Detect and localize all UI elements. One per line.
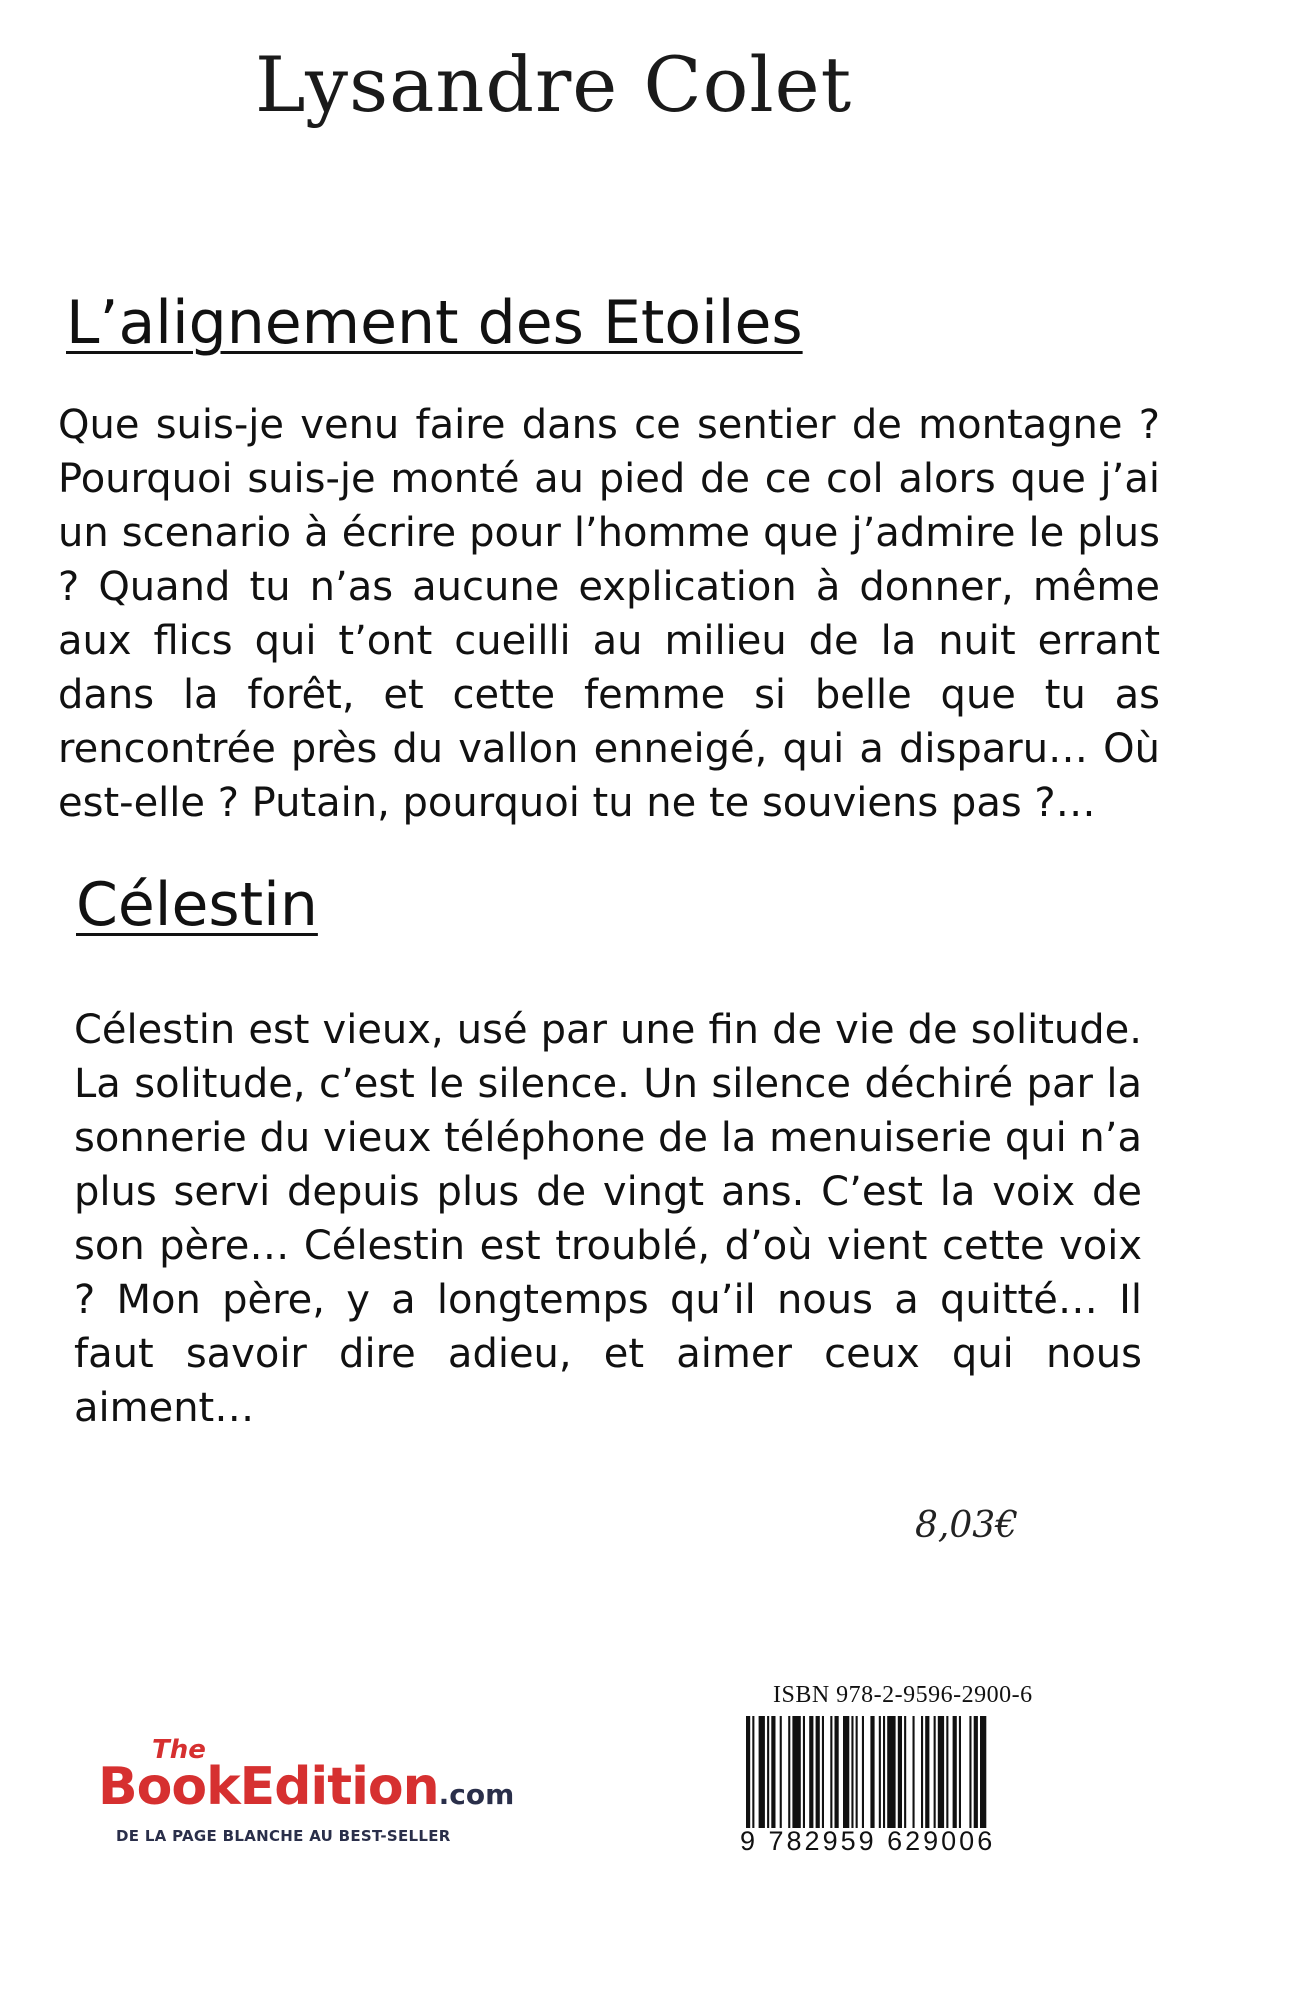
barcode-bar bbox=[767, 1716, 769, 1828]
barcode-bar bbox=[925, 1716, 929, 1828]
barcode-bar bbox=[974, 1716, 978, 1828]
barcode-bar bbox=[913, 1716, 915, 1828]
barcode-bar bbox=[830, 1716, 832, 1828]
barcode-bar bbox=[980, 1716, 986, 1828]
barcode-bar bbox=[870, 1716, 874, 1828]
barcode-bar bbox=[788, 1716, 790, 1828]
barcode-bar bbox=[816, 1716, 820, 1828]
barcode-bar bbox=[934, 1716, 936, 1828]
barcode-bar bbox=[938, 1716, 944, 1828]
isbn-label: ISBN 978-2-9596-2900-6 bbox=[773, 1682, 1033, 1708]
barcode-bar bbox=[835, 1716, 839, 1828]
barcode-bar bbox=[953, 1716, 957, 1828]
barcode-bar bbox=[792, 1716, 800, 1828]
isbn-digits: 9 782959 629006 bbox=[740, 1826, 996, 1856]
publisher-domain: .com bbox=[438, 1778, 515, 1811]
author-name: Lysandre Colet bbox=[255, 40, 853, 129]
barcode-bar bbox=[752, 1716, 754, 1828]
barcode-bar bbox=[921, 1716, 923, 1828]
publisher-name: BookEdition bbox=[98, 1757, 439, 1817]
barcode-bar bbox=[759, 1716, 765, 1828]
barcode-bar bbox=[851, 1716, 853, 1828]
barcode-icon bbox=[740, 1716, 1080, 1828]
barcode-bar bbox=[887, 1716, 895, 1828]
barcode-bar bbox=[898, 1716, 902, 1828]
barcode-bar bbox=[822, 1716, 824, 1828]
publisher-logo bbox=[98, 1735, 598, 1845]
price-label: 8,03€ bbox=[915, 1505, 1019, 1546]
barcode-bar bbox=[771, 1716, 775, 1828]
barcode-bar bbox=[856, 1716, 858, 1828]
section-title-celestin: Célestin bbox=[76, 870, 318, 940]
barcode-bar bbox=[746, 1716, 750, 1828]
publisher-logo-name bbox=[98, 1757, 514, 1817]
publisher-tagline: DE LA PAGE BLANCHE AU BEST-SELLER bbox=[116, 1827, 451, 1845]
isbn-barcode bbox=[740, 1680, 1080, 1860]
barcode-bar bbox=[904, 1716, 906, 1828]
barcode-bar bbox=[803, 1716, 805, 1828]
barcode-bar bbox=[969, 1716, 971, 1828]
barcode-bar bbox=[862, 1716, 864, 1828]
barcode-bar bbox=[959, 1716, 961, 1828]
barcode-bar bbox=[946, 1716, 948, 1828]
barcode-bar bbox=[883, 1716, 885, 1828]
barcode-bar bbox=[879, 1716, 881, 1828]
barcode-bar bbox=[843, 1716, 849, 1828]
section-title-alignement: L’alignement des Etoiles bbox=[66, 288, 803, 358]
section-text-alignement: Que suis-je venu faire dans ce sentier de montagne ? Pourquoi suis-je monté au pied de ce col alors que j’ai un scenario à écrire pour l’homme que j’admire le plus ? Quand tu n’as aucune explication à donner, même aux flics qui t’ont cueilli au milieu de la nuit errant dans la forêt, et cette femme si belle que tu as rencontrée près du vallon enneigé, qui a disparu… Où est-elle ? Putain, pourquoi tu ne te souviens pas ?… bbox=[58, 402, 1160, 826]
publisher-logo-the: The bbox=[152, 1735, 206, 1765]
barcode-bar bbox=[809, 1716, 813, 1828]
barcode-bar bbox=[780, 1716, 782, 1828]
section-text-celestin: Célestin est vieux, usé par une fin de vie de solitude. La solitude, c’est le silence. Un silence déchiré par la sonnerie du vieux téléphone de la menuiserie qui n’a plus servi depuis plus de vingt ans. C’est la voix de son père… Célestin est troublé, d’où vient cette voix ? Mon père, y a longtemps qu’il nous a quitté… Il faut savoir dire adieu, et aimer ceux qui nous aiment… bbox=[74, 1007, 1142, 1431]
